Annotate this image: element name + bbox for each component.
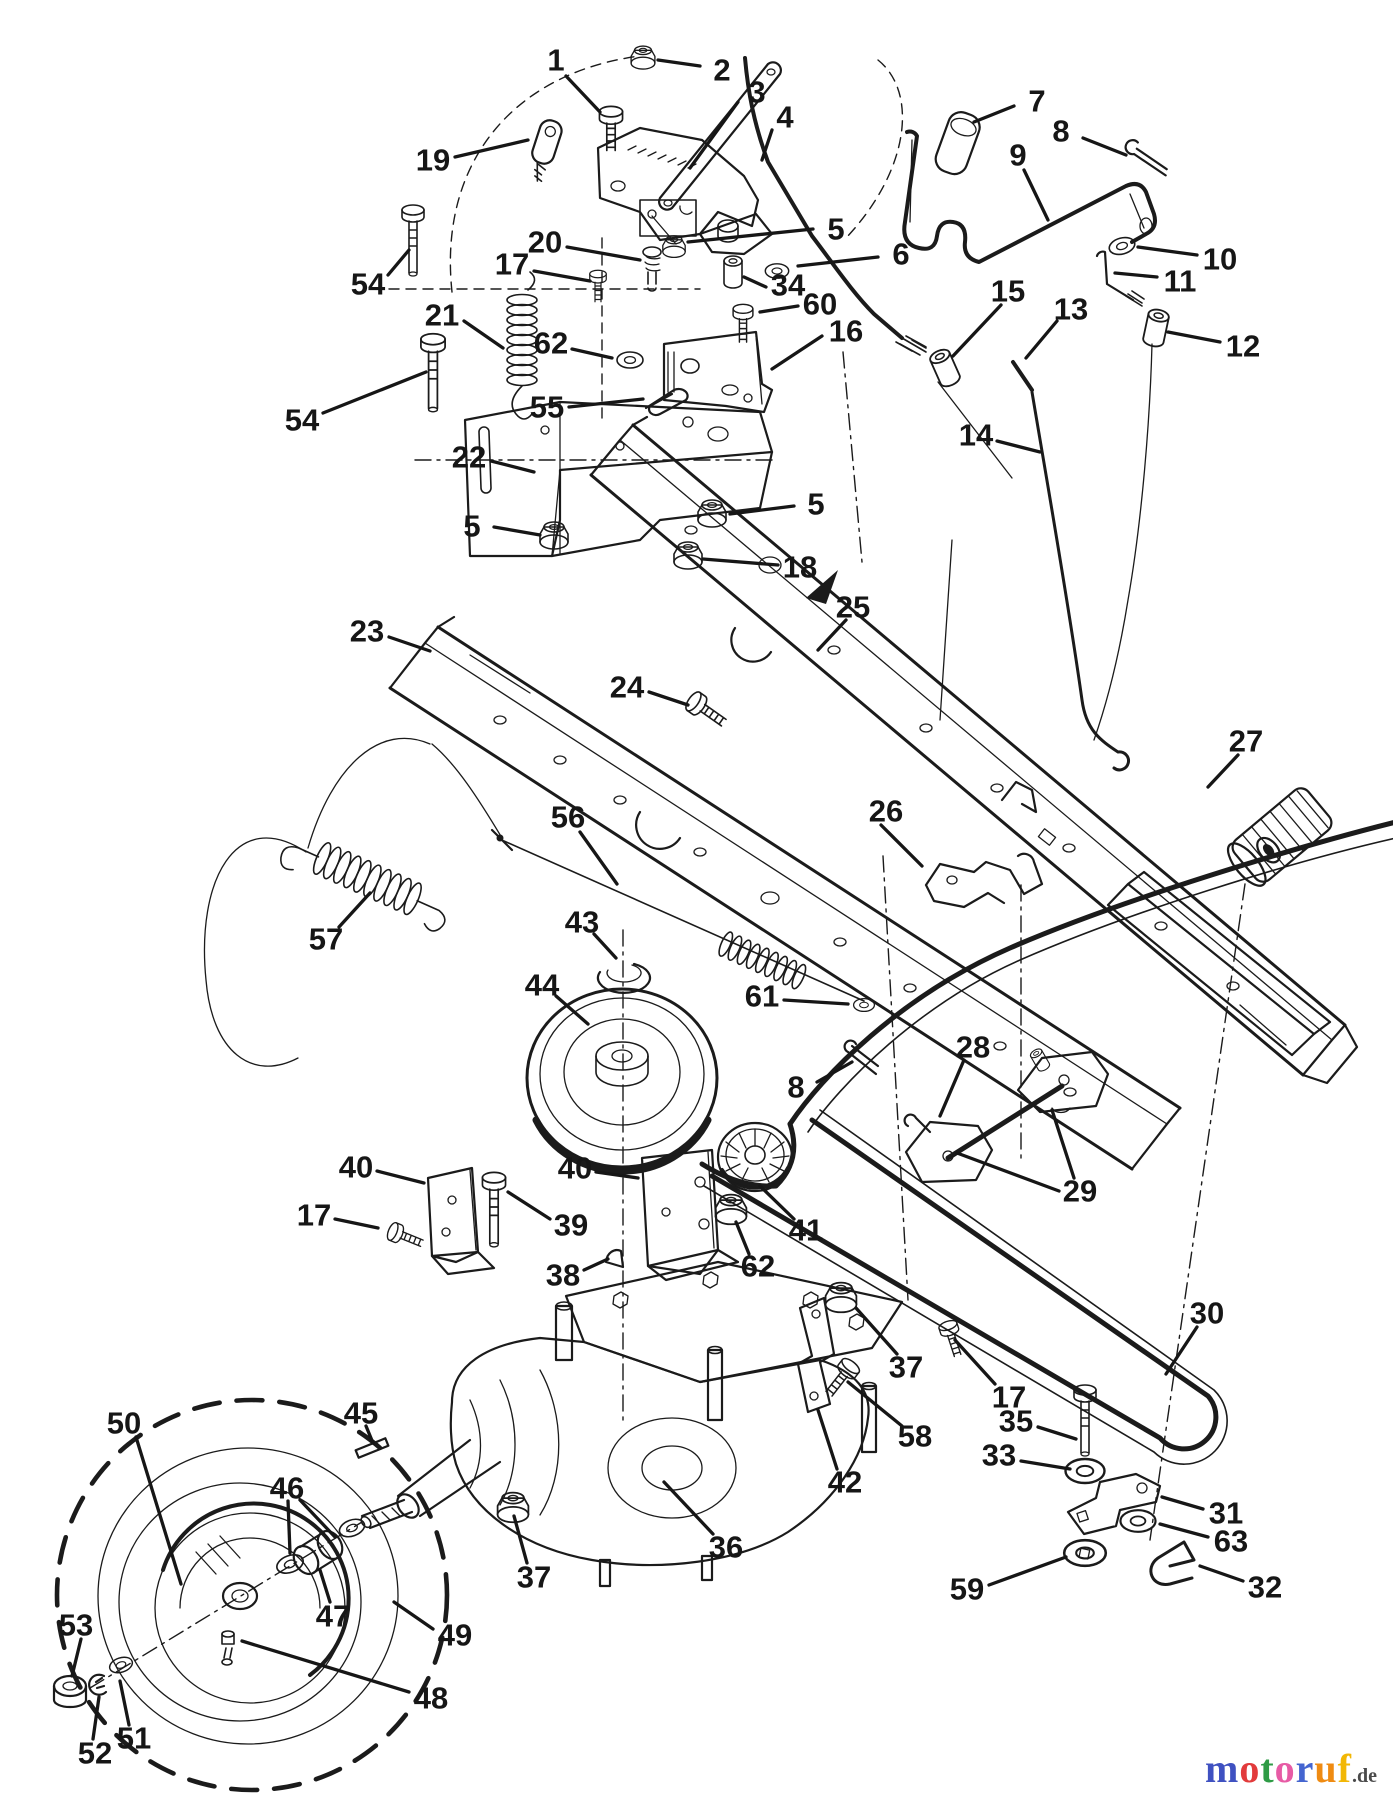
- logo-letter: o: [1239, 1746, 1261, 1791]
- callout-label-25: 25: [835, 589, 871, 625]
- rim-slots: [196, 1536, 240, 1574]
- callout-leader-19: [455, 140, 528, 157]
- callout-label-63: 63: [1213, 1523, 1249, 1559]
- callout-leader-40: [377, 1171, 424, 1183]
- clutch-cable: [1094, 344, 1152, 740]
- axle-cap-53: [54, 1676, 86, 1707]
- callout-leader-5: [494, 527, 540, 535]
- callout-label-35: 35: [998, 1403, 1034, 1439]
- callout-label-26: 26: [868, 793, 904, 829]
- pedal-pad-27: [1222, 784, 1336, 891]
- callout-label-23: 23: [349, 613, 385, 649]
- valve-stem-48: [222, 1631, 234, 1665]
- callout-leader-47: [320, 1570, 330, 1602]
- callout-leader-48: [242, 1641, 409, 1692]
- cotter-pin-8-top: [1122, 138, 1173, 176]
- callout-leader-20: [567, 247, 640, 260]
- callout-leader-37: [856, 1308, 897, 1354]
- spring-57: [277, 827, 455, 936]
- callout-leader-35: [1038, 1427, 1076, 1439]
- callout-label-37: 37: [888, 1349, 924, 1385]
- callout-leader-32: [1200, 1566, 1243, 1581]
- callout-leader-21: [464, 321, 503, 348]
- callout-leader-13: [1026, 321, 1057, 358]
- callout-label-46: 46: [269, 1470, 305, 1506]
- callout-label-51: 51: [116, 1720, 152, 1756]
- shift-knob-7: [932, 109, 983, 178]
- callout-label-45: 45: [343, 1395, 379, 1431]
- callout-label-27: 27: [1228, 723, 1264, 759]
- callout-label-8: 8: [1052, 113, 1070, 149]
- callout-label-9: 9: [1009, 137, 1027, 173]
- callout-label-2: 2: [713, 52, 731, 88]
- callout-label-29: 29: [1062, 1173, 1098, 1209]
- callout-leader-27: [1208, 755, 1238, 787]
- logo-letter: r: [1295, 1746, 1315, 1791]
- callout-leader-2: [658, 60, 700, 66]
- callout-label-18: 18: [782, 549, 818, 585]
- callout-leader-49: [394, 1602, 433, 1629]
- hex-bolt-17-top: [590, 270, 607, 302]
- callout-layer: [59, 43, 1282, 1771]
- callout-leader-63: [1160, 1524, 1208, 1537]
- site-logo: [1205, 1746, 1377, 1796]
- callout-label-49: 49: [437, 1617, 473, 1653]
- callout-leader-6: [798, 257, 878, 266]
- callout-leader-22: [491, 461, 534, 472]
- latch-plate-26: [926, 782, 1042, 907]
- logo-letter: o: [1274, 1746, 1296, 1791]
- callout-label-21: 21: [424, 297, 460, 333]
- callout-leader-25: [818, 620, 846, 650]
- flange-nut-2: [631, 46, 655, 69]
- flange-nut-37-right: [826, 1283, 857, 1313]
- callout-label-55: 55: [529, 389, 565, 425]
- callout-leader-17: [335, 1219, 378, 1228]
- callout-leader-51: [120, 1681, 129, 1725]
- callout-leader-14: [997, 441, 1040, 452]
- callout-label-4: 4: [776, 99, 794, 135]
- callout-leader-18: [703, 559, 778, 565]
- hex-bolt-17-left: [385, 1221, 425, 1252]
- callout-label-22: 22: [451, 439, 487, 475]
- washer-62-top: [617, 352, 643, 368]
- callout-leader-24: [649, 692, 688, 705]
- callout-leader-10: [1138, 247, 1197, 255]
- callout-label-62: 62: [740, 1248, 776, 1284]
- drive-belt-30: [702, 822, 1393, 1464]
- phantom-console-right: [846, 60, 902, 238]
- callout-label-41: 41: [788, 1212, 824, 1248]
- brake-bracket-42: [798, 1298, 834, 1412]
- callout-leader-59: [989, 1557, 1066, 1585]
- wheel-group: [54, 1400, 447, 1790]
- callout-label-5: 5: [807, 486, 825, 522]
- callout-label-54: 54: [350, 266, 386, 302]
- callout-label-61: 61: [744, 978, 780, 1014]
- callout-label-38: 38: [545, 1257, 581, 1293]
- e-ring-52: [89, 1675, 106, 1695]
- callout-leader-54: [388, 250, 409, 275]
- link-11: [1097, 252, 1144, 306]
- callout-label-59: 59: [949, 1571, 985, 1607]
- callout-label-42: 42: [827, 1464, 863, 1500]
- spacer-34: [724, 256, 742, 288]
- transaxle-group: [356, 1262, 1194, 1586]
- callout-label-14: 14: [958, 417, 994, 453]
- callout-label-11: 11: [1163, 263, 1197, 299]
- brake-rod-14: [1032, 392, 1128, 770]
- callout-label-3: 3: [748, 74, 766, 110]
- logo-word: [1205, 1746, 1352, 1791]
- callout-leader-56: [580, 832, 617, 884]
- callout-leader-46: [288, 1501, 290, 1553]
- shift-lever-assembly: [904, 109, 1173, 770]
- callout-label-10: 10: [1202, 241, 1238, 277]
- callout-label-44: 44: [524, 967, 560, 1003]
- callout-label-47: 47: [315, 1598, 351, 1634]
- callout-leader-38: [584, 1259, 608, 1270]
- callout-label-40: 40: [557, 1150, 593, 1186]
- callout-label-62: 62: [533, 325, 569, 361]
- link-19: [524, 118, 564, 184]
- callout-label-13: 13: [1053, 291, 1089, 327]
- washer-59: [1064, 1540, 1106, 1566]
- callout-leader-31: [1162, 1497, 1203, 1509]
- callout-label-58: 58: [897, 1418, 933, 1454]
- callout-label-43: 43: [564, 904, 600, 940]
- callout-label-54: 54: [284, 402, 320, 438]
- callout-label-5: 5: [463, 508, 481, 544]
- hex-bolt-1: [599, 106, 622, 150]
- callout-label-53: 53: [58, 1607, 94, 1643]
- callout-label-32: 32: [1247, 1569, 1283, 1605]
- callout-leader-26: [881, 825, 922, 866]
- callout-leader-37: [514, 1516, 527, 1563]
- callout-leader-57: [339, 893, 370, 927]
- callout-leader-53: [72, 1639, 81, 1676]
- callout-label-15: 15: [990, 273, 1026, 309]
- callout-label-19: 19: [415, 142, 451, 178]
- callout-label-20: 20: [527, 224, 563, 260]
- callout-leader-1: [566, 76, 600, 112]
- callout-leader-17: [534, 271, 590, 281]
- callout-leader-54: [323, 372, 426, 413]
- carriage-bolt-24: [683, 690, 730, 732]
- callout-leader-33: [1021, 1461, 1070, 1469]
- bracket-16: [664, 332, 772, 412]
- idler-bracket-40-left: [428, 1168, 494, 1274]
- callout-leader-60: [760, 306, 798, 312]
- logo-letter: f: [1337, 1746, 1352, 1791]
- tire-outline: [57, 1400, 447, 1790]
- callout-label-56: 56: [550, 799, 586, 835]
- callout-label-50: 50: [106, 1405, 142, 1441]
- flange-nut-62-mid: [716, 1195, 747, 1225]
- trunnion-12: [1142, 308, 1170, 348]
- flange-nut-5-top: [663, 236, 685, 258]
- callout-label-52: 52: [77, 1735, 113, 1771]
- hex-bolt-54-upper: [402, 205, 424, 276]
- callout-leader-39: [508, 1192, 550, 1219]
- bracket-22: [465, 402, 772, 556]
- callout-label-37: 37: [516, 1559, 552, 1595]
- callout-leader-8: [817, 1062, 852, 1082]
- callout-leader-11: [1115, 273, 1157, 277]
- callout-label-17: 17: [296, 1197, 332, 1233]
- hex-bolt-35: [1074, 1385, 1096, 1456]
- callout-leader-15: [953, 305, 1001, 356]
- shoulder-screw-20: [643, 247, 661, 291]
- callout-label-5: 5: [827, 211, 845, 247]
- callout-label-24: 24: [609, 669, 645, 705]
- callout-label-39: 39: [553, 1207, 589, 1243]
- callout-label-17: 17: [494, 246, 530, 282]
- callout-label-48: 48: [413, 1680, 449, 1716]
- callout-label-28: 28: [955, 1029, 991, 1065]
- hex-bolt-60: [733, 304, 753, 342]
- callout-leader-7: [974, 106, 1014, 122]
- shift-bracket-29: [905, 1115, 992, 1182]
- washer-10: [1107, 235, 1136, 257]
- callout-label-12: 12: [1225, 328, 1261, 364]
- callout-leader-29: [957, 1153, 1059, 1191]
- callout-label-16: 16: [828, 313, 864, 349]
- callout-leader-28: [940, 1060, 964, 1116]
- callout-leader-61: [784, 1000, 848, 1004]
- washer-63: [1120, 1510, 1155, 1532]
- logo-letter: m: [1205, 1746, 1240, 1791]
- callout-leader-36: [664, 1482, 713, 1534]
- callout-label-31: 31: [1208, 1495, 1244, 1531]
- callout-leader-9: [1024, 170, 1048, 220]
- roll-pin-13: [1013, 362, 1032, 390]
- callout-label-60: 60: [802, 286, 838, 322]
- logo-letter: t: [1260, 1746, 1275, 1791]
- callout-label-30: 30: [1189, 1295, 1225, 1331]
- logo-letter: u: [1314, 1746, 1338, 1791]
- hex-bolt-39: [482, 1172, 505, 1247]
- projection-line: [843, 352, 862, 562]
- callout-label-6: 6: [892, 236, 910, 272]
- input-pulley-44: [527, 989, 717, 1171]
- callout-label-57: 57: [308, 921, 344, 957]
- callout-label-33: 33: [981, 1437, 1017, 1473]
- callout-label-34: 34: [770, 267, 806, 303]
- callout-label-40: 40: [338, 1149, 374, 1185]
- retainer-clip-32: [1151, 1542, 1194, 1585]
- callout-label-7: 7: [1028, 83, 1046, 119]
- callout-leader-42: [818, 1410, 837, 1469]
- callout-label-8: 8: [787, 1069, 805, 1105]
- callout-leader-8: [1083, 138, 1126, 155]
- callout-leader-12: [1168, 332, 1220, 342]
- callout-leader-29: [1052, 1110, 1074, 1178]
- callout-label-1: 1: [547, 42, 565, 78]
- callout-leader-34: [744, 277, 766, 287]
- callout-label-17: 17: [991, 1379, 1027, 1415]
- callout-leader-50: [136, 1437, 181, 1584]
- callout-label-36: 36: [708, 1529, 744, 1565]
- callout-leader-62: [572, 349, 612, 358]
- logo-suffix: .de: [1352, 1765, 1377, 1787]
- washer-33: [1066, 1459, 1105, 1483]
- callout-leader-16: [772, 336, 822, 369]
